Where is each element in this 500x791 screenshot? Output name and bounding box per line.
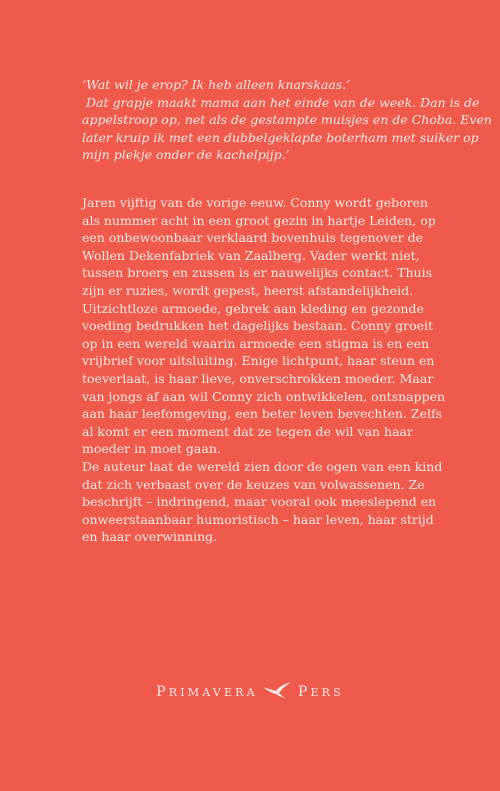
blurb-line: van jongs af aan wil Conny zich ontwikkelen, ontsnappen <box>82 388 446 404</box>
blurb-line: zijn er ruzies, wordt gepest, heerst afstandelijkheid. <box>82 282 414 298</box>
blurb-line: en haar overwinning. <box>82 529 218 545</box>
blurb-line: als nummer acht in een groot gezin in hartje Leiden, op <box>82 212 436 228</box>
blurb-line: dat zich verbaast over de keuzes van volwassenen. Ze <box>82 476 425 492</box>
blurb-line: onweerstaanbaar humoristisch – haar leven, haar strijd <box>82 511 434 527</box>
publisher-initial: P <box>297 684 311 700</box>
blurb-line: al komt er een moment dat ze tegen de wil van haar <box>82 423 413 439</box>
blurb-line: De auteur laat de wereld zien door de ogen van een kind <box>82 458 443 474</box>
publisher-initial: P <box>156 684 169 700</box>
blurb-line: voeding bedrukken het dagelijks bestaan. Conny groeit <box>82 318 434 334</box>
blurb-line: vrijbrief voor uitsluiting. Enige lichtpunt, haar steun en <box>82 353 435 369</box>
blurb-line: Wollen Dekenfabriek van Zaalberg. Vader werkt niet, <box>82 247 420 263</box>
blurb-line: tussen broers en zussen is er nauwelijks contact. Thuis <box>82 265 432 281</box>
publisher-rest: ERS <box>310 686 344 699</box>
quote-line: mijn plekje onder de kachelpijp.’ <box>82 147 290 162</box>
book-description <box>82 194 446 546</box>
blurb-line: Jaren vijftig van de vorige eeuw. Conny wordt geboren <box>82 195 429 210</box>
blurb-line: een onbewoonbaar verklaard bovenhuis tegenover de <box>82 230 424 246</box>
blurb-line: aan haar leefomgeving, een beter leven bevechten. Zelfs <box>82 406 443 422</box>
publisher-logo <box>0 680 500 704</box>
blurb-line: Uitzichtloze armoede, gebrek aan kleding en gezonde <box>82 300 424 316</box>
swallow-icon <box>262 681 292 699</box>
publisher-name-pers <box>298 684 344 700</box>
publisher-rest: RIMAVERA <box>168 686 258 699</box>
excerpt-quote <box>82 76 492 164</box>
blurb-line: op in een wereld waarin armoede een stigma is en een <box>82 335 430 351</box>
quote-line: Dat grapje maakt mama aan het einde van de week. Dan is de <box>82 94 480 110</box>
blurb-line: moeder in moet gaan. <box>82 441 221 457</box>
quote-line: later kruip ik met een dubbelgeklapte boterham met suiker op <box>82 129 479 145</box>
blurb-line: beschrijft – indringend, maar vooral ook meeslepend en <box>82 494 437 510</box>
publisher-name-primavera <box>156 684 258 700</box>
quote-line: ‘Wat wil je erop? Ik heb alleen knarskaas.’ <box>82 77 351 92</box>
blurb-line: toeverlaat, is haar lieve, onverschrokken moeder. Maar <box>82 370 434 386</box>
quote-line: appelstroop op, net als de gestampte muisjes en de Choba. Even <box>82 112 492 127</box>
